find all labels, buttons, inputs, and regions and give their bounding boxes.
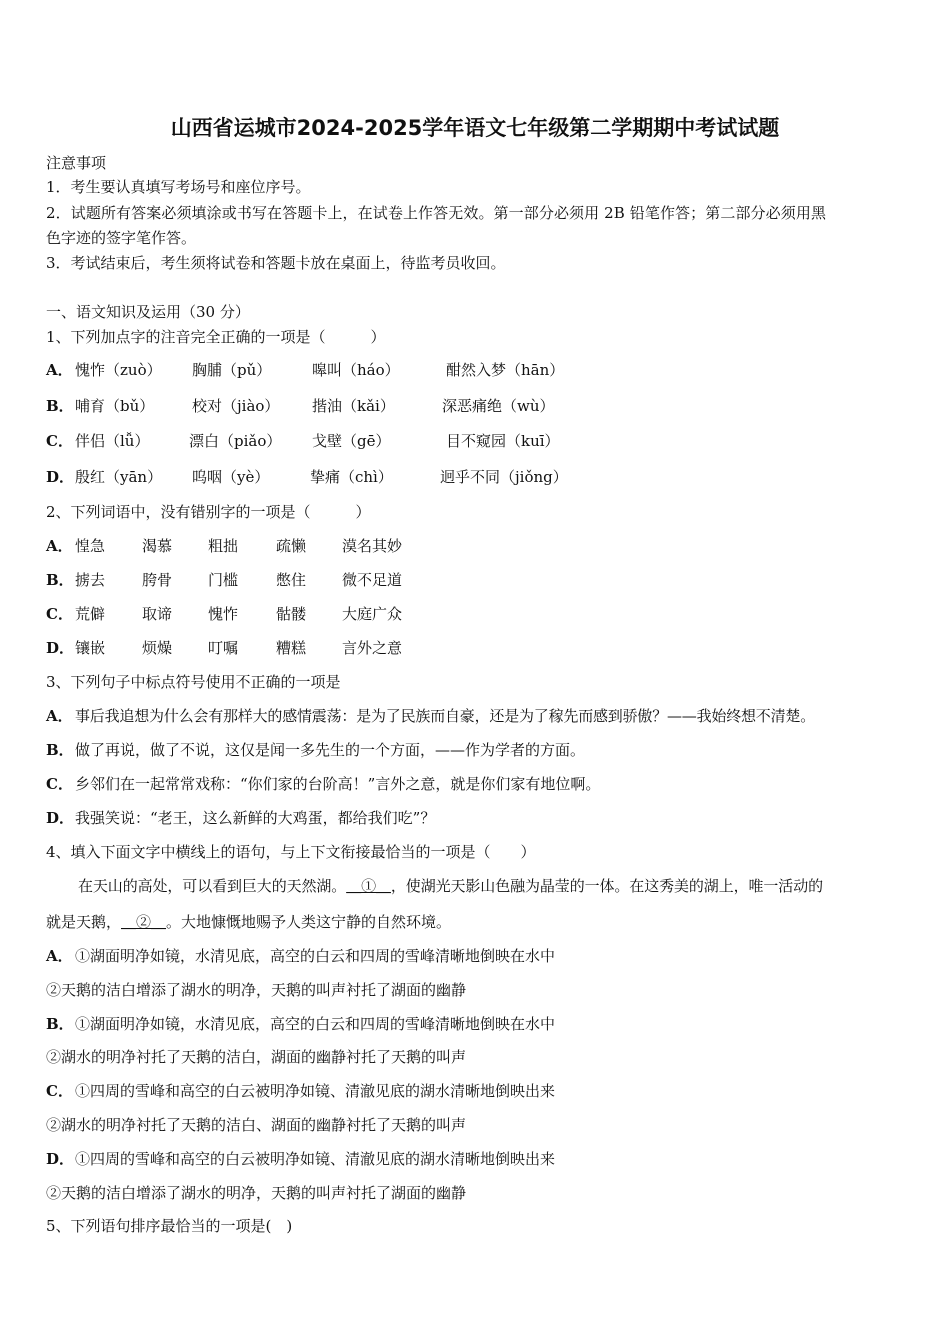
page-title: 山西省运城市2024-2025学年语文七年级第二学期期中考试试题	[170, 116, 780, 140]
option-item: 镶嵌	[75, 639, 106, 657]
option-label: A．	[46, 537, 73, 555]
option-item: 惶急	[75, 537, 106, 555]
option-text: 乡邻们在一起常常戏称：“你们家的台阶高！”言外之意，就是你们家有地位啊。	[75, 775, 601, 793]
option-item: 荒僻	[75, 605, 106, 623]
option-item: 烦燥	[142, 639, 173, 657]
option-item: 掳去	[75, 571, 106, 589]
option-label: A．	[46, 707, 73, 725]
notice-heading: 注意事项	[46, 154, 107, 172]
notice-item: 色字迹的签字笔作答。	[46, 229, 197, 247]
notice-item: 1．考生要认真填写考场号和座位序号。	[46, 178, 311, 196]
option-item: 胯骨	[142, 571, 173, 589]
option-item: 伴侣（lǚ）	[75, 432, 150, 450]
option-item: 言外之意	[342, 639, 403, 657]
question-stem: 5、下列语句排序最恰当的一项是( )	[46, 1217, 293, 1235]
option-label: B．	[46, 741, 74, 759]
option-label: A．	[46, 947, 73, 965]
option-item: 胸脯（pǔ）	[192, 361, 272, 379]
option-label: B．	[46, 571, 74, 589]
passage-line	[78, 876, 823, 896]
question-stem: 1、下列加点字的注音完全正确的一项是（ ）	[46, 328, 386, 346]
option-item: 迥乎不同（jiǒng）	[440, 468, 568, 486]
option-item: 门槛	[208, 571, 239, 589]
notice-item: 2．试题所有答案必须填涂或书写在答题卡上，在试卷上作答无效。第一部分必须用 2B 铅笔作答；第二部分必须用黑	[46, 204, 827, 222]
notice-item: 3．考试结束后，考生须将试卷和答题卡放在桌面上，待监考员收回。	[46, 254, 506, 272]
option-line: ②湖水的明净衬托了天鹅的洁白、湖面的幽静衬托了天鹅的叫声	[46, 1116, 467, 1134]
question-stem: 2、下列词语中，没有错别字的一项是（ ）	[46, 503, 371, 521]
option-item: 憋住	[276, 571, 307, 589]
option-item: 漂白（piǎo）	[189, 432, 282, 450]
option-label: C．	[46, 775, 73, 793]
option-line: ①湖面明净如镜，水清见底，高空的白云和四周的雪峰清晰地倒映在水中	[75, 947, 556, 965]
option-label: C．	[46, 432, 73, 450]
section-heading: 一、语文知识及运用（30 分）	[46, 303, 250, 321]
option-line: ①湖面明净如镜，水清见底，高空的白云和四周的雪峰清晰地倒映在水中	[75, 1015, 556, 1033]
option-item: 漠名其妙	[342, 537, 403, 555]
option-item: 深恶痛绝（wù）	[442, 397, 555, 415]
option-label: D．	[46, 639, 75, 657]
option-item: 殷红（yān）	[75, 468, 163, 486]
option-line: ②天鹅的洁白增添了湖水的明净，天鹅的叫声衬托了湖面的幽静	[46, 981, 467, 999]
option-item: 挚痛（chì）	[310, 468, 393, 486]
option-label: C．	[46, 605, 73, 623]
option-item: 呜咽（yè）	[192, 468, 270, 486]
option-item: 哺育（bǔ）	[75, 397, 155, 415]
option-item: 疏懒	[276, 537, 307, 555]
option-label: B．	[46, 1015, 74, 1033]
option-item: 校对（jiào）	[192, 397, 280, 415]
option-label: D．	[46, 809, 75, 827]
option-item: 叮嘱	[208, 639, 239, 657]
option-line: ①四周的雪峰和高空的白云被明净如镜、清澈见底的湖水清晰地倒映出来	[75, 1150, 556, 1168]
option-item: 愧怍（zuò）	[75, 361, 162, 379]
blank-1: ＿①＿	[346, 877, 391, 895]
passage-text: 。大地慷慨地赐予人类这宁静的自然环境。	[166, 913, 452, 931]
blank-2: ＿②＿	[121, 913, 167, 931]
option-item: 大庭广众	[342, 605, 403, 623]
option-item: 骷髅	[276, 605, 307, 623]
option-line: ②湖水的明净衬托了天鹅的洁白，湖面的幽静衬托了天鹅的叫声	[46, 1048, 467, 1066]
option-line: ①四周的雪峰和高空的白云被明净如镜、清澈见底的湖水清晰地倒映出来	[75, 1082, 556, 1100]
option-item: 目不窥园（kuī）	[446, 432, 560, 450]
option-text: 事后我追想为什么会有那样大的感情震荡：是为了民族而自豪，还是为了稼先而感到骄傲？——我始终想不清楚。	[75, 707, 816, 725]
option-text: 我强笑说：“老王，这么新鲜的大鸡蛋，都给我们吃”？	[75, 809, 436, 827]
option-label: D．	[46, 1150, 75, 1168]
option-label: C．	[46, 1082, 73, 1100]
passage-text: ，使湖光天影山色融为晶莹的一体。在这秀美的湖上，唯一活动的	[390, 877, 824, 895]
option-item: 微不足道	[342, 571, 403, 589]
option-text: 做了再说，做了不说，这仅是闻一多先生的一个方面，——作为学者的方面。	[75, 741, 586, 759]
option-item: 粗拙	[208, 537, 239, 555]
option-item: 渴慕	[142, 537, 173, 555]
passage-line	[46, 912, 451, 932]
option-item: 取谛	[142, 605, 173, 623]
option-item: 糟糕	[276, 639, 307, 657]
option-item: 揩油（kǎi）	[312, 397, 395, 415]
question-stem: 3、下列句子中标点符号使用不正确的一项是	[46, 673, 341, 691]
option-item: 愧怍	[208, 605, 239, 623]
option-label: B．	[46, 397, 74, 415]
option-item: 酣然入梦（hān）	[446, 361, 565, 379]
option-label: D．	[46, 468, 75, 486]
passage-text: 在天山的高处，可以看到巨大的天然湖。	[78, 877, 347, 895]
option-item: 嗥叫（háo）	[312, 361, 400, 379]
option-label: A．	[46, 361, 73, 379]
passage-text: 就是天鹅，	[46, 913, 122, 931]
option-item: 戈壁（gē）	[312, 432, 391, 450]
option-line: ②天鹅的洁白增添了湖水的明净，天鹅的叫声衬托了湖面的幽静	[46, 1184, 467, 1202]
question-stem: 4、填入下面文字中横线上的语句，与上下文衔接最恰当的一项是（ ）	[46, 843, 536, 861]
